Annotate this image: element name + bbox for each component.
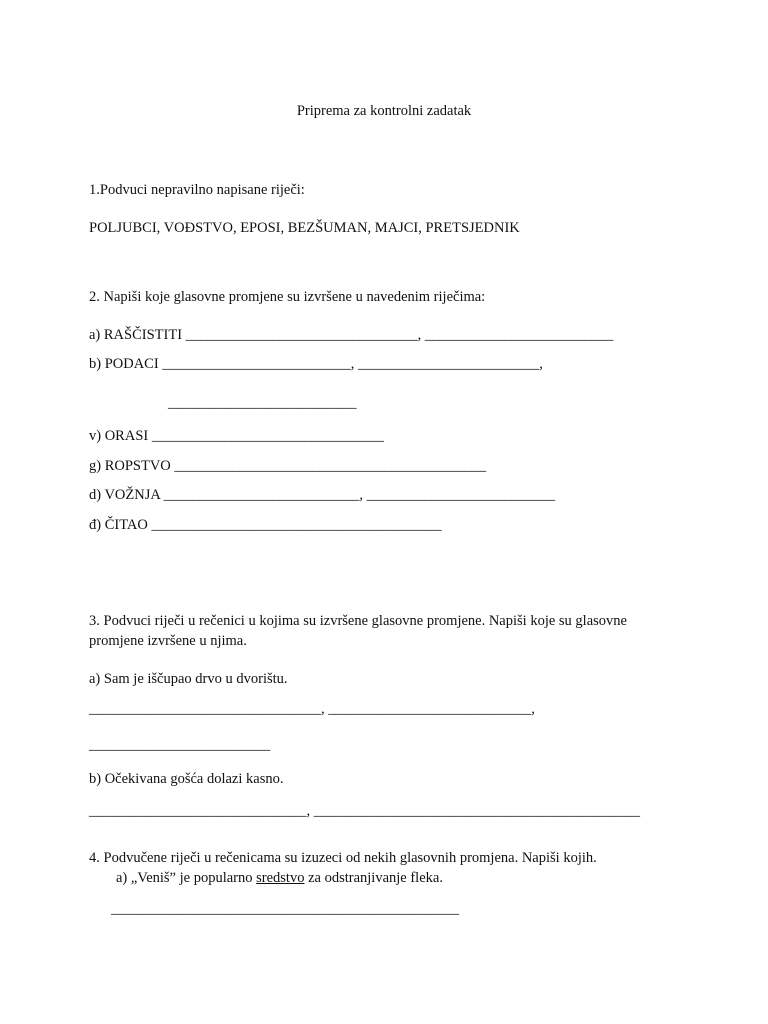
q2-item-d: d) VOŽNJA ___________________________, __________________________ (89, 487, 556, 503)
q4-underlined-word: sredstvo (256, 870, 305, 886)
q2-item-a: a) RAŠČISTITI ________________________________, __________________________ (89, 327, 614, 343)
q1-prompt: 1.Podvuci nepravilno napisane riječi: (89, 182, 305, 198)
q2-item-b: b) PODACI __________________________, _________________________, (89, 356, 543, 372)
q2-item-b-extra-line: __________________________ (168, 395, 357, 411)
q4-prompt: 4. Podvučene riječi u rečenicama su izuzeci od nekih glasovnih promjena. Napiši kojih. (89, 850, 597, 866)
q3-answer-a-line2: _________________________ (89, 737, 271, 753)
q3-answer-b-line: ______________________________, _____________________________________________ (89, 803, 640, 819)
q4-sentence-a (116, 871, 443, 886)
q3-sentence-b: b) Očekivana gošća dolazi kasno. (89, 771, 284, 787)
page-title: Priprema za kontrolni zadatak (296, 103, 472, 119)
q1-words: POLJUBCI, VOĐSTVO, EPOSI, BEZŠUMAN, MAJCI, PRETSJEDNIK (89, 220, 520, 236)
q2-item-v: v) ORASI ________________________________ (89, 428, 384, 444)
q2-item-g: g) ROPSTVO ___________________________________________ (89, 458, 487, 474)
q4-answer-a-line: ________________________________________________ (111, 901, 459, 917)
q2-prompt: 2. Napiši koje glasovne promjene su izvršene u navedenim riječima: (89, 289, 486, 305)
q4-sentence-a-start: a) „Veniš” je popularno (116, 870, 257, 886)
q3-prompt-line1: 3. Podvuci riječi u rečenici u kojima su izvršene glasovne promjene. Napiši koje su glasovne (89, 613, 627, 629)
q3-prompt-line2: promjene izvršene u njima. (89, 633, 247, 649)
q2-item-dj: đ) ČITAO ________________________________________ (89, 517, 442, 533)
q3-answer-a-line1: ________________________________, ____________________________, (89, 701, 535, 717)
q3-sentence-a: a) Sam je iščupao drvo u dvorištu. (89, 671, 288, 687)
q4-sentence-a-end: za odstranjivanje fleka. (304, 870, 443, 886)
